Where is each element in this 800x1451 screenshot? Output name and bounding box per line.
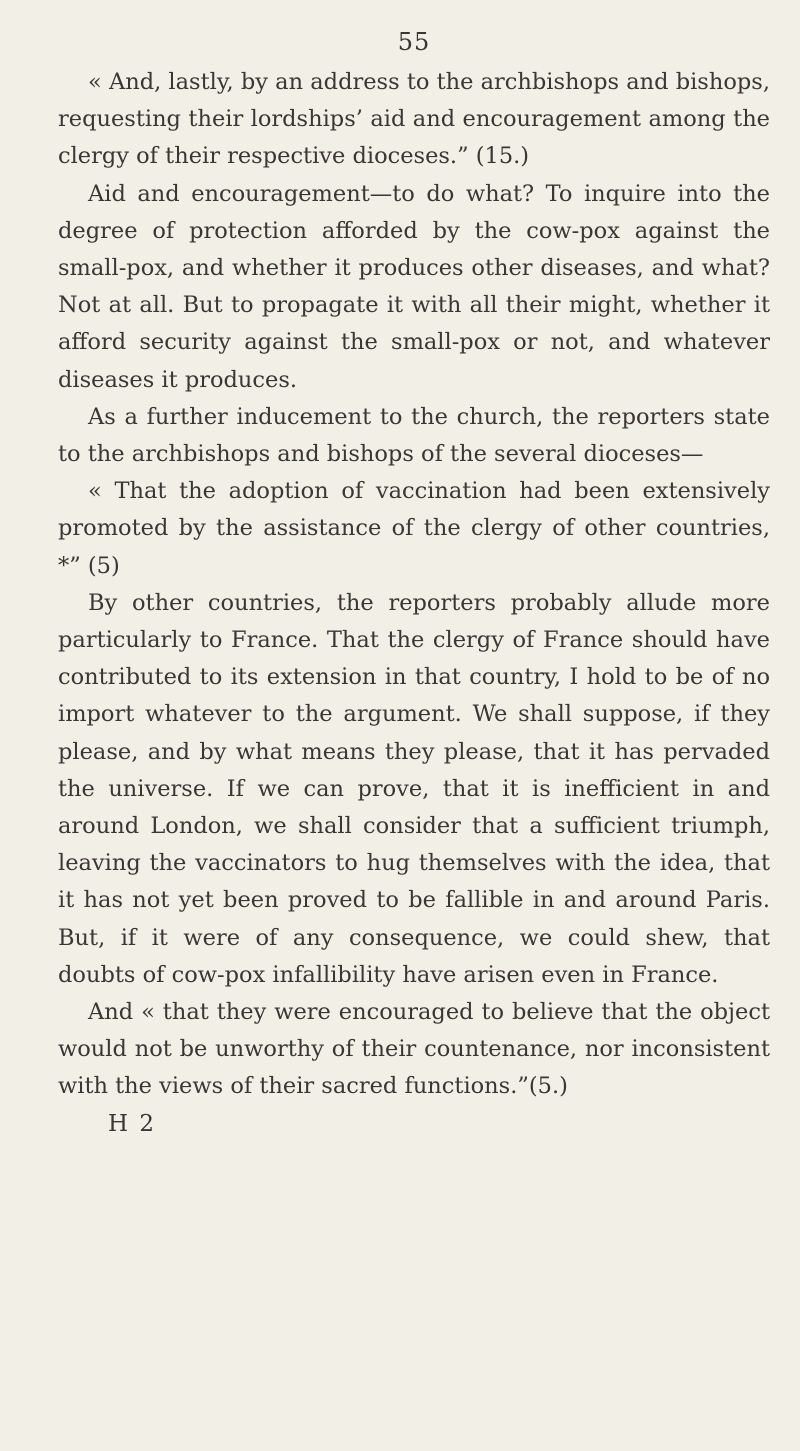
page-number: 55	[397, 28, 431, 56]
paragraph: By other countries, the reporters probably allude more particularly to France. That the clergy of France should have contributed to its extension in that country, I hold to be of no import whatever to the argument. We shall suppose, if they please, and by what means they please, that it has pervaded the universe. If we can prove, that it is inefficient in and around London, we shall consider that a sufficient triumph, leaving the vaccinators to hug themselves with the idea, that it has not yet been proved to be fallible in and around Paris. But, if it were of any consequence, we could shew, that doubts of cow-pox infallibility have arisen even in France.	[58, 589, 770, 988]
body-text	[58, 64, 770, 1106]
paragraph: « That the adoption of vaccination had been extensively promoted by the assistance of the clergy of other countries, *” (5)	[58, 478, 770, 579]
paragraph: « And, lastly, by an address to the archbishops and bishops, requesting their lordships’ aid and encouragement among the clergy of their respective dioceses.” (15.)	[58, 69, 770, 170]
paragraph: And « that they were encouraged to believe that the object would not be unworthy of their countenance, nor inconsistent with the views of their sacred functions.”(5.)	[58, 999, 770, 1100]
paragraph: As a further inducement to the church, the reporters state to the archbishops and bishops of the several dioceses—	[58, 403, 770, 468]
paragraph: Aid and encouragement—to do what? To inquire into the degree of protection afforded by the cow-pox against the small-pox, and whether it produces other diseases, and what? Not at all. But to propagate it with all their might, whether it afford security against the small-pox or not, and whatever diseases it produces.	[58, 180, 770, 393]
signature-mark: H 2	[108, 1110, 157, 1137]
